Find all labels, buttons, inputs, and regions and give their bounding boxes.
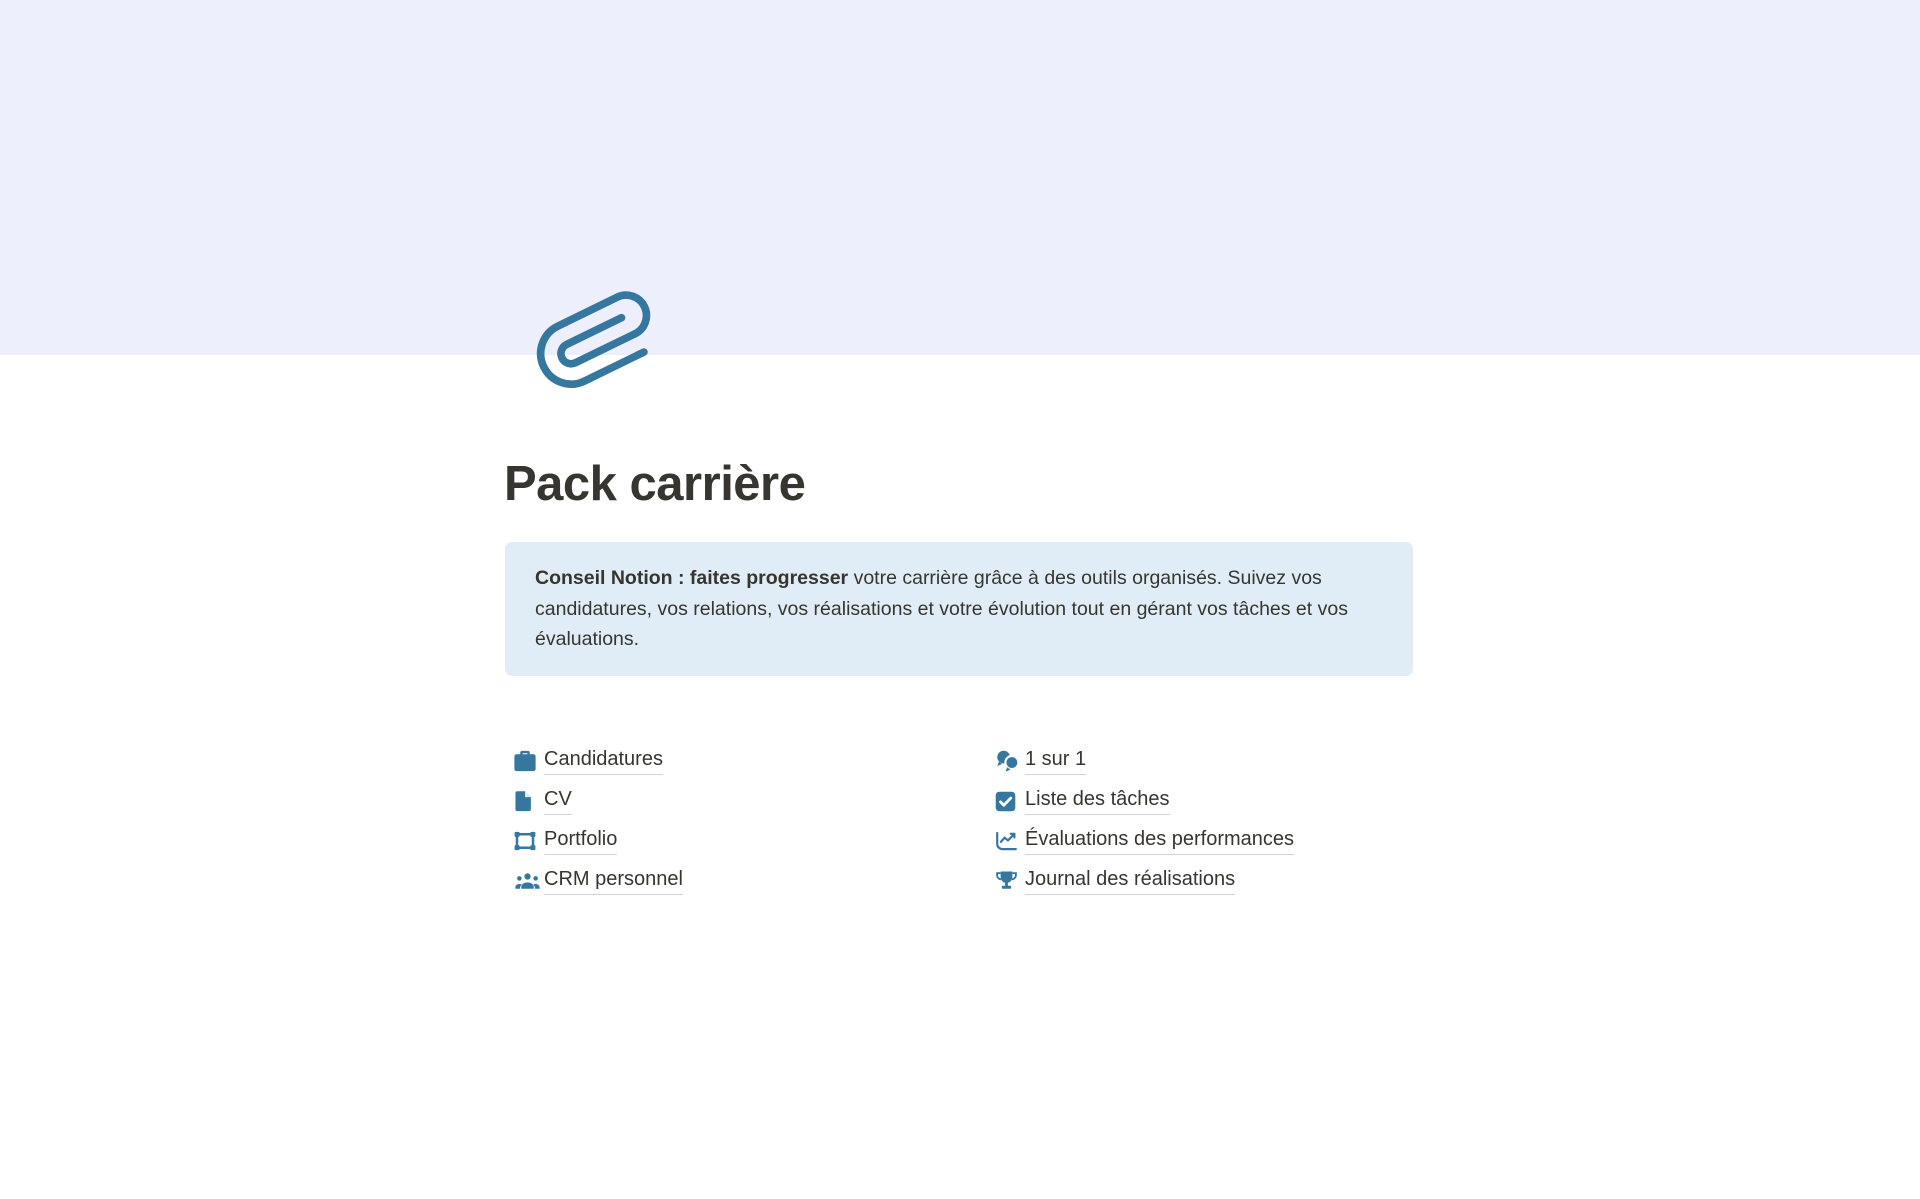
document-icon — [512, 788, 544, 814]
link-row-cv[interactable] — [505, 781, 945, 821]
briefcase-icon — [512, 748, 544, 774]
tip-callout — [505, 542, 1413, 676]
page-cover[interactable] — [0, 0, 1920, 355]
links-column-right — [986, 741, 1426, 901]
link-evaluations-performances[interactable]: Évaluations des performances — [1025, 827, 1294, 855]
people-icon — [512, 868, 544, 894]
tip-callout-bold: Conseil Notion : faites progresser — [535, 567, 849, 589]
link-row-crm[interactable] — [505, 861, 945, 901]
link-portfolio[interactable]: Portfolio — [544, 827, 617, 855]
chat-bubbles-icon — [993, 748, 1025, 774]
link-candidatures[interactable]: Candidatures — [544, 747, 663, 775]
tip-callout-text — [535, 563, 1379, 655]
tip-callout-rest: votre carrière grâce à des outils organisés. Suivez vos candidatures, vos relations, vos réalisations et votre évolution tout en gérant vos tâches et vos évaluations. — [535, 567, 1348, 651]
link-row-evaluations[interactable] — [986, 821, 1426, 861]
link-row-1sur1[interactable] — [986, 741, 1426, 781]
page-title: Pack carrière — [504, 457, 806, 511]
links-column-left — [505, 741, 945, 901]
checkbox-icon — [993, 789, 1025, 814]
link-liste-des-taches[interactable]: Liste des tâches — [1025, 787, 1170, 815]
chart-up-icon — [993, 828, 1025, 854]
frame-icon — [512, 828, 544, 854]
trophy-icon — [993, 868, 1025, 894]
link-crm-personnel[interactable]: CRM personnel — [544, 867, 683, 895]
link-cv[interactable]: CV — [544, 787, 572, 815]
link-journal-realisations[interactable]: Journal des réalisations — [1025, 867, 1235, 895]
link-row-taches[interactable] — [986, 781, 1426, 821]
link-1-sur-1[interactable]: 1 sur 1 — [1025, 747, 1086, 775]
paperclip-icon[interactable] — [536, 280, 658, 402]
link-row-journal[interactable] — [986, 861, 1426, 901]
link-row-candidatures[interactable] — [505, 741, 945, 781]
link-row-portfolio[interactable] — [505, 821, 945, 861]
